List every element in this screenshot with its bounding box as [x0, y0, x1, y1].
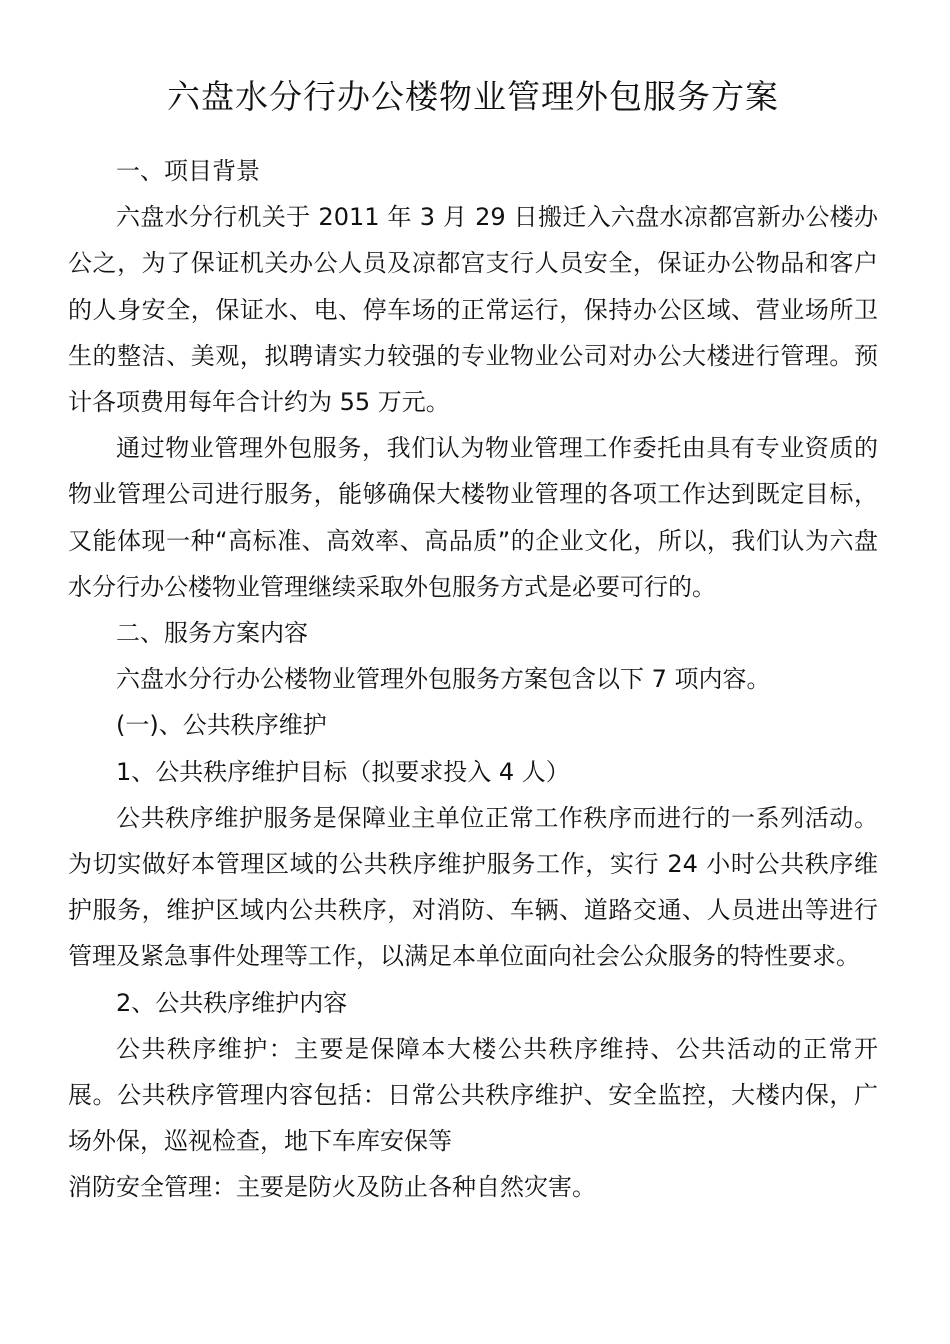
paragraph-fire-safety: 消防安全管理：主要是防火及防止各种自然灾害。 — [68, 1173, 596, 1202]
document-title: 六盘水分行办公楼物业管理外包服务方案 — [167, 77, 779, 116]
item-heading-public-order-content: 2、公共秩序维护内容 — [116, 988, 348, 1017]
document-body — [68, 148, 878, 1211]
section-heading-background: 一、项目背景 — [116, 157, 260, 185]
paragraph-public-order-content: 公共秩序维护：主要是保障本大楼公共秩序维持、公共活动的正常开展。公共秩序管理内容包括：日常公共秩序维护、安全监控，大楼内保，广场外保，巡视检查，地下车库安保等 — [68, 1034, 878, 1156]
paragraph-outsourcing-rationale: 通过物业管理外包服务，我们认为物业管理工作委托由具有专业资质的物业管理公司进行服务，能够确保大楼物业管理的各项工作达到既定目标，又能体现一种“高标准、高效率、高品质”的企业文化，所以，我们认为六盘水分行办公楼物业管理继续采取外包服务方式是必要可行的。 — [68, 434, 878, 601]
item-heading-public-order-goal: 1、公共秩序维护目标（拟要求投入 4 人） — [116, 757, 570, 786]
paragraph-public-order-goal: 公共秩序维护服务是保障业主单位正常工作秩序而进行的一系列活动。为切实做好本管理区域的公共秩序维护服务工作，实行 24 小时公共秩序维护服务，维护区域内公共秩序，对消防、车辆、道路交通、人员进出等进行管理及紧急事件处理等工作，以满足本单位面向社会公众服务的特性要求。 — [68, 803, 878, 971]
paragraph-service-plan-intro: 六盘水分行办公楼物业管理外包服务方案包含以下 7 项内容。 — [116, 665, 771, 694]
subsection-heading-public-order: (一)、公共秩序维护 — [116, 711, 327, 740]
paragraph-background: 六盘水分行机关于 2011 年 3 月 29 日搬迁入六盘水凉都宫新办公楼办公之，为了保证机关办公人员及凉都宫支行人员安全，保证办公物品和客户的人身安全，保证水、电、停车场的正常运行，保持办公区域、营业场所卫生的整洁、美观，拟聘请实力较强的专业物业公司对办公大楼进行管理。预计各项费用每年合计约为 55 万元。 — [68, 203, 878, 417]
section-heading-service-plan: 二、服务方案内容 — [116, 619, 308, 648]
